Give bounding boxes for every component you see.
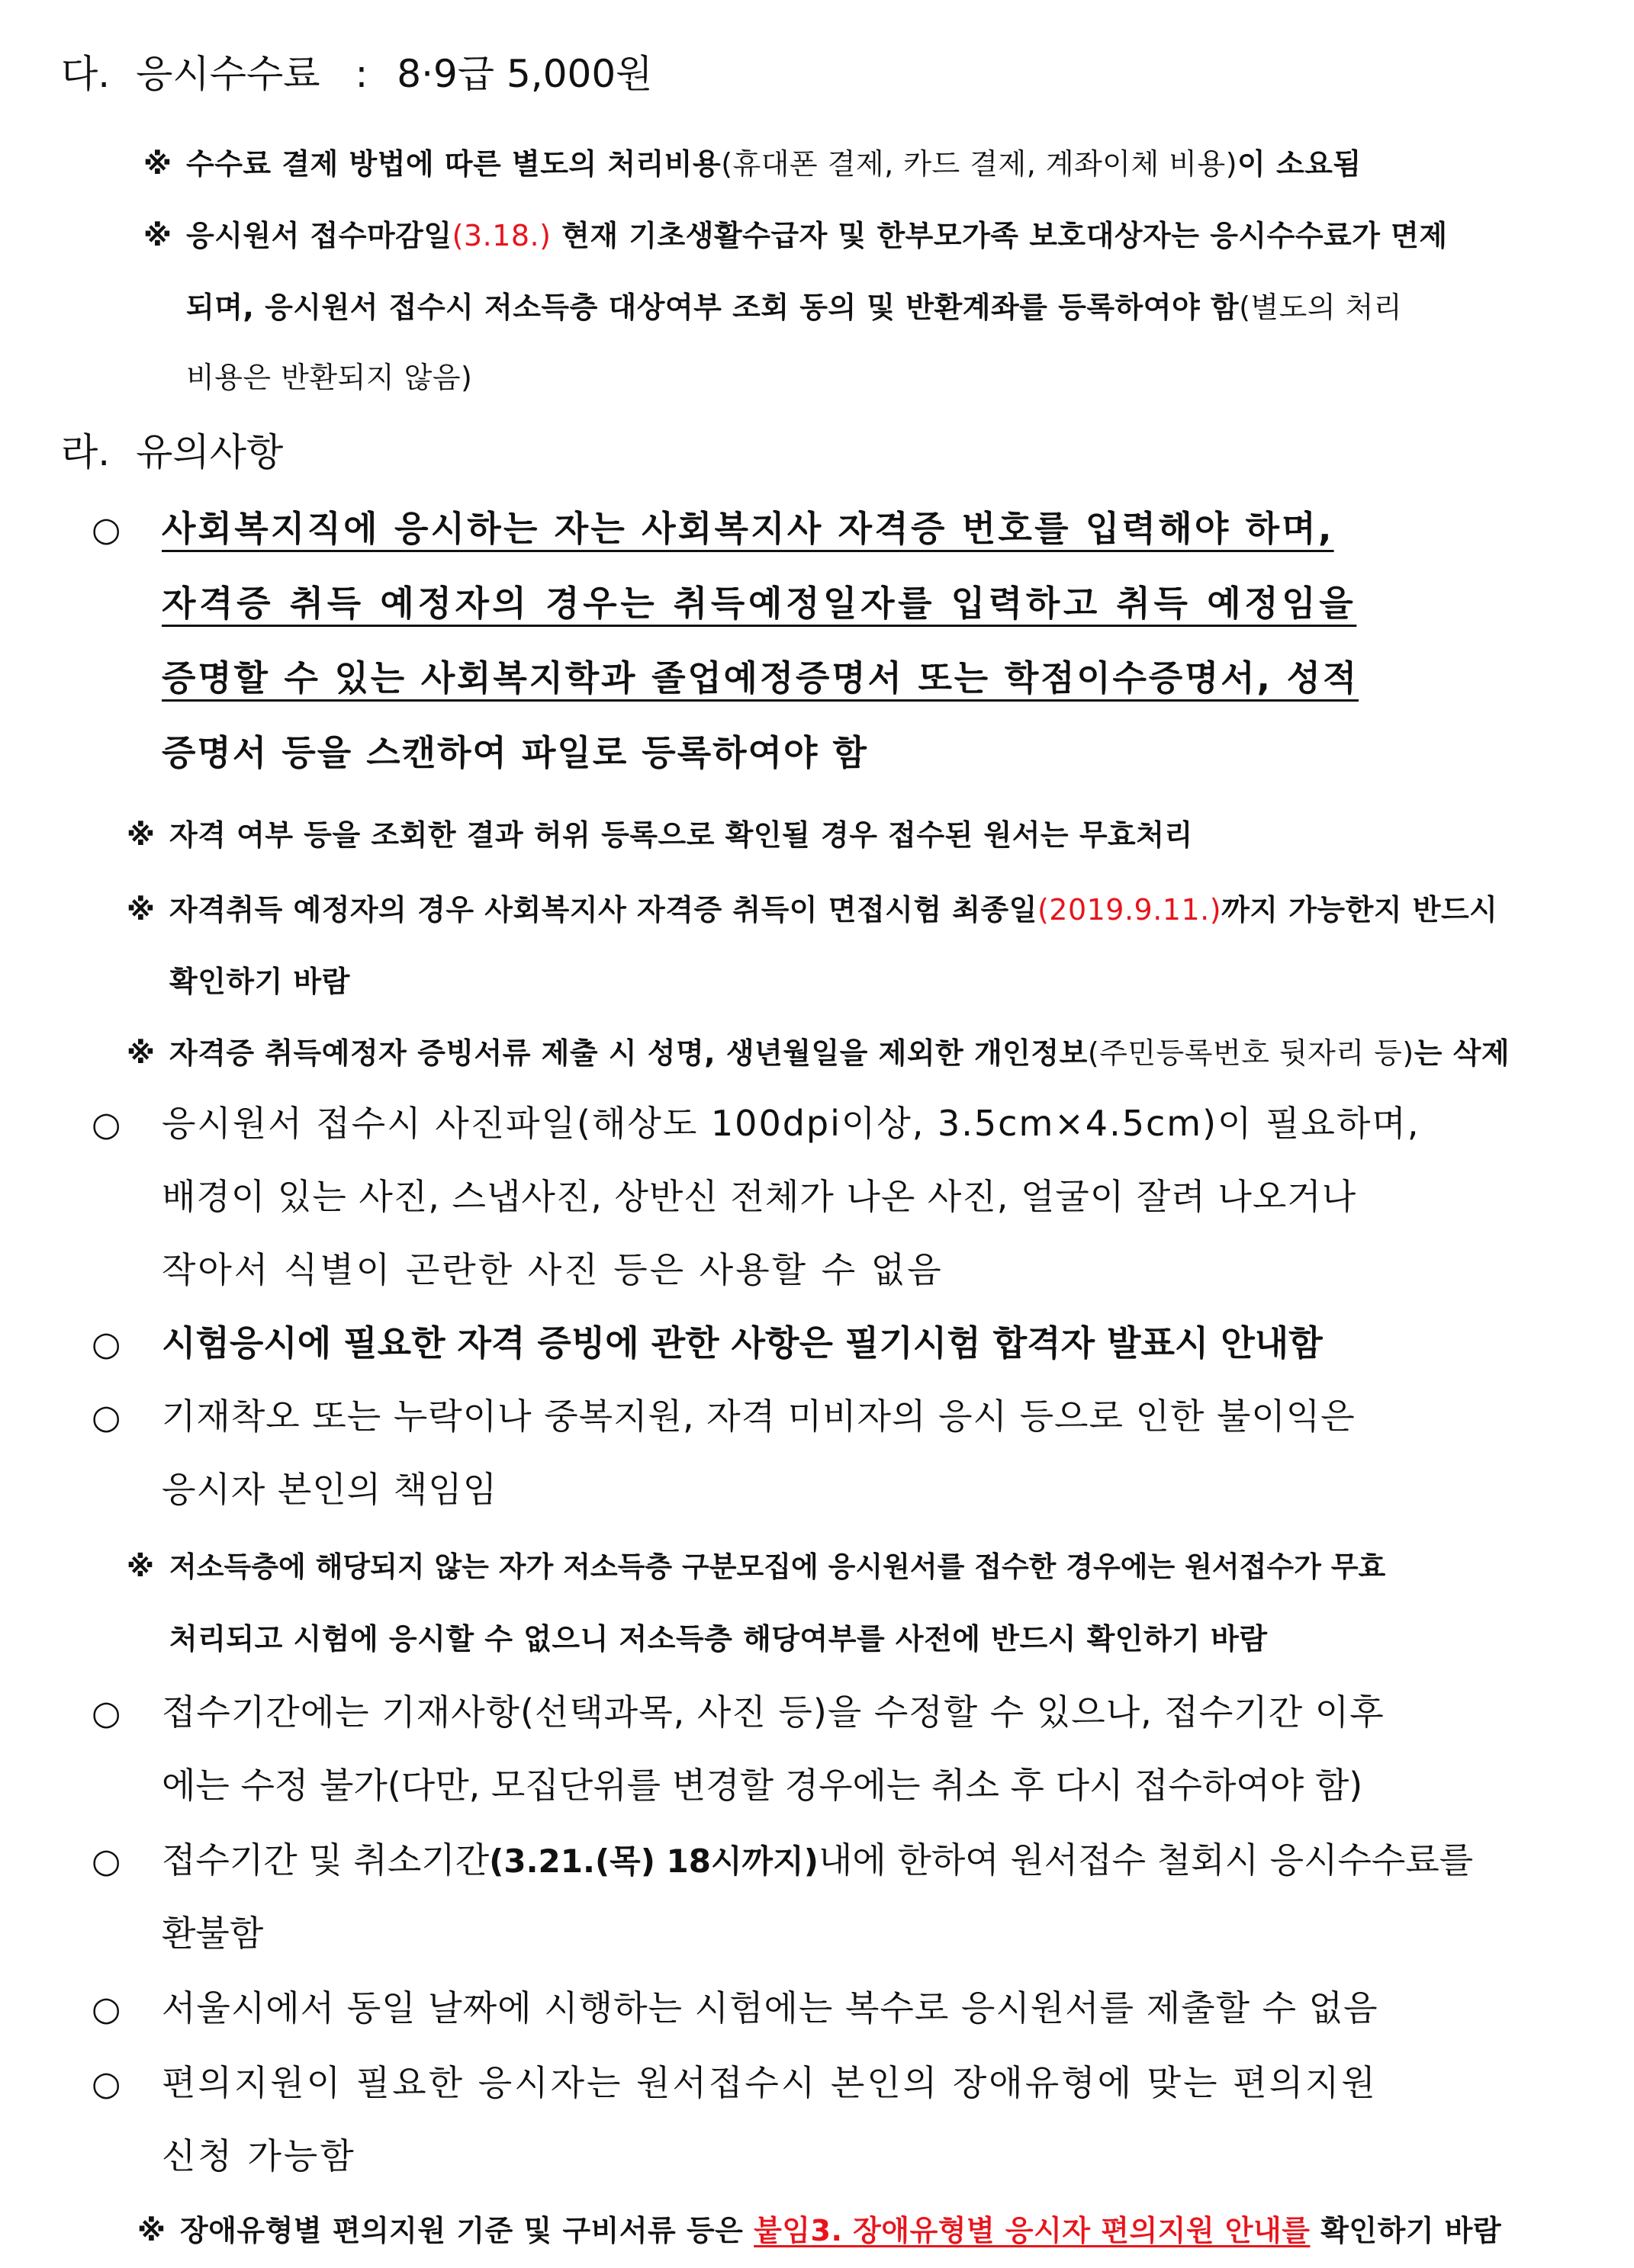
- bullet-circle: ○: [92, 2064, 121, 2103]
- bullet-circle: ○: [92, 1398, 121, 1437]
- note-fee-exemption: ※ 응시원서 접수마감일(3.18.) 현재 기초생활수급자 및 한부모가족 보호대상자는 응시수수료가 면제: [143, 219, 1448, 252]
- bullet-circle: ○: [92, 1990, 121, 2029]
- notice-item-accommodation: ○ 편의지원이 필요한 응시자는 원서접수시 본인의 장애유형에 맞는 편의지원: [92, 2062, 1378, 2103]
- note-accommodation-guide: ※ 장애유형별 편의지원 기준 및 구비서류 등은 붙임3. 장애유형별 응시자 편의지원 안내를 확인하기 바람: [137, 2214, 1502, 2247]
- note-low-income-cont: 처리되고 시험에 응시할 수 없으니 저소득층 해당여부를 사전에 반드시 확인하기 바람: [169, 1622, 1268, 1656]
- bullet-circle: ○: [92, 1105, 121, 1144]
- note-false-registration: ※ 자격 여부 등을 조회한 결과 허위 등록으로 확인될 경우 접수된 원서는 무효처리: [127, 818, 1193, 852]
- bullet-circle: ○: [92, 1325, 121, 1364]
- notice-item-refund-line2: 환불함: [162, 1913, 264, 1954]
- section-title: 유의사항: [136, 430, 284, 474]
- notice-item-edit-line2: 에는 수정 불가(다만, 모집단위를 변경할 경우에는 취소 후 다시 접수하여야 함): [162, 1765, 1363, 1806]
- notice-item-accommodation-line2: 신청 가능함: [162, 2135, 356, 2176]
- bullet-circle: ○: [92, 510, 121, 549]
- section-label: 라.: [61, 430, 111, 474]
- attachment-link: 붙임3. 장애유형별 응시자 편의지원 안내를: [754, 2214, 1311, 2247]
- notice-item-photo-line2: 배경이 있는 사진, 스냅사진, 상반신 전체가 나온 사진, 얼굴이 잘려 나오거나: [162, 1176, 1357, 1217]
- notice-item-social-welfare-line3: 증명할 수 있는 사회복지학과 졸업예정증명서 또는 학점이수증명서, 성적: [162, 657, 1359, 699]
- note-personal-info: ※ 자격증 취득예정자 증빙서류 제출 시 성명, 생년월일을 제외한 개인정보(주민등록번호 뒷자리 등)는 삭제: [127, 1036, 1510, 1070]
- note-fee-exemption-cont2: 비용은 반환되지 않음): [186, 361, 473, 394]
- section-heading-fee: [61, 52, 653, 96]
- notice-item-certification: ○ 시험응시에 필요한 자격 증빙에 관한 사항은 필기시험 합격자 발표시 안내함: [92, 1322, 1323, 1364]
- notice-item-responsibility-line2: 응시자 본인의 책임임: [162, 1469, 498, 1510]
- note-expected-acquisition: ※ 자격취득 예정자의 경우 사회복지사 자격증 취득이 면접시험 최종일(2019.9.11.)까지 가능한지 반드시: [127, 893, 1498, 927]
- note-low-income: ※ 저소득층에 해당되지 않는 자가 저소득층 구분모집에 응시원서를 접수한 경우에는 원서접수가 무효: [127, 1550, 1386, 1583]
- notice-item-responsibility: ○ 기재착오 또는 누락이나 중복지원, 자격 미비자의 응시 등으로 인한 불이익은: [92, 1396, 1356, 1437]
- notice-item-photo-line3: 작아서 식별이 곤란한 사진 등은 사용할 수 없음: [162, 1249, 944, 1290]
- notice-item-refund: ○ 접수기간 및 취소기간(3.21.(목) 18시까지)내에 한하여 원서접수 철회시 응시수수료를: [92, 1839, 1474, 1881]
- bullet-circle: ○: [92, 1694, 121, 1733]
- notice-item-photo: ○ 응시원서 접수시 사진파일(해상도 100dpi이상, 3.5cm×4.5cm)이 필요하며,: [92, 1103, 1420, 1144]
- note-fee-processing: ※ 수수료 결제 방법에 따른 별도의 처리비용(휴대폰 결제, 카드 결제, 계좌이체 비용)이 소요됨: [143, 147, 1362, 181]
- notice-item-edit: ○ 접수기간에는 기재사항(선택과목, 사진 등)을 수정할 수 있으나, 접수기간 이후: [92, 1691, 1385, 1733]
- note-expected-acquisition-cont: 확인하기 바람: [169, 965, 350, 998]
- bullet-circle: ○: [92, 1842, 121, 1881]
- notice-item-seoul: ○ 서울시에서 동일 날짜에 시행하는 시험에는 복수로 응시원서를 제출할 수 없음: [92, 1987, 1378, 2029]
- section-heading-notice: [61, 430, 284, 474]
- colon: :: [355, 52, 368, 96]
- notice-item-social-welfare-line4: 증명서 등을 스캔하여 파일로 등록하여야 함: [162, 732, 868, 773]
- notice-item-social-welfare-line2: 자격증 취득 예정자의 경우는 취득예정일자를 입력하고 취득 예정임을: [162, 583, 1357, 624]
- section-title: 응시수수료: [136, 52, 320, 96]
- section-label: 다.: [61, 52, 111, 96]
- note-fee-exemption-cont: 되며, 응시원서 접수시 저소득층 대상여부 조회 동의 및 반환계좌를 등록하여야 함(별도의 처리: [186, 291, 1403, 324]
- notice-item-social-welfare: ○ 사회복지직에 응시하는 자는 사회복지사 자격증 번호를 입력해야 하며,: [92, 508, 1334, 549]
- fee-amount: 8·9급 5,000원: [397, 52, 653, 96]
